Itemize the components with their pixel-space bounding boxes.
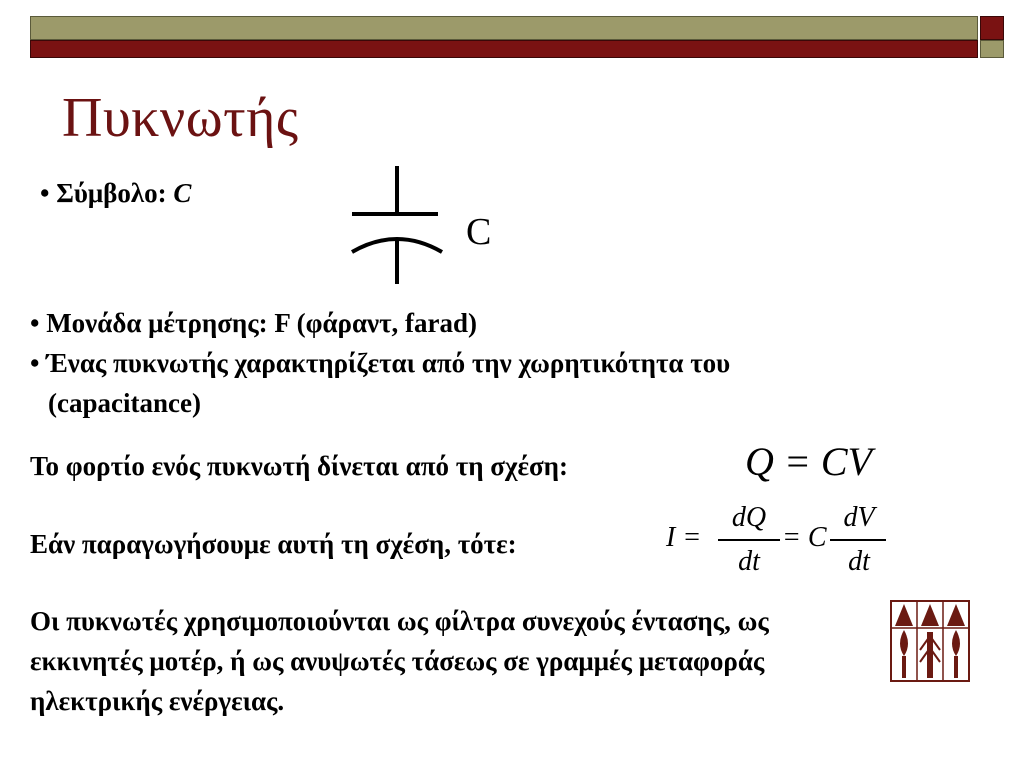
fraction1-bar xyxy=(718,539,780,541)
bullet: • xyxy=(40,178,50,208)
capacitor-label: C xyxy=(466,211,492,253)
formula-lhs: I = xyxy=(666,522,702,553)
fraction2-bar xyxy=(830,539,886,541)
header-square-olive xyxy=(980,40,1004,58)
header-bar-maroon xyxy=(30,40,978,58)
fraction2-denominator: dt xyxy=(848,546,870,577)
symbol-line xyxy=(40,176,191,211)
fraction1-numerator: dQ xyxy=(731,502,767,533)
header-square-maroon xyxy=(980,16,1004,40)
formula-mid: = C xyxy=(782,522,827,553)
header-bar-olive xyxy=(30,16,978,40)
fraction2-numerator: dV xyxy=(843,502,875,533)
fraction1-denominator: dt xyxy=(738,546,760,577)
derivative-text: Εάν παραγωγήσουμε αυτή τη σχέση, τότε: xyxy=(30,529,517,559)
unit-line: • Μονάδα μέτρησης: F (φάραντ, farad) xyxy=(30,308,478,338)
university-logo-icon xyxy=(890,600,970,682)
capacitance-line-2: (capacitance) xyxy=(48,388,201,418)
charge-text: Το φορτίο ενός πυκνωτή δίνεται από τη σχέση: xyxy=(30,451,568,481)
symbol-value: C xyxy=(173,178,192,208)
derivative-formula xyxy=(660,500,890,580)
symbol-label: Σύμβολο: xyxy=(56,178,167,208)
uses-line-1: Οι πυκνωτές χρησιμοποιούνται ως φίλτρα συνεχούς έντασης, ως xyxy=(30,606,769,636)
capacitance-line-1: • Ένας πυκνωτής χαρακτηρίζεται από την χωρητικότητα του xyxy=(30,348,731,378)
uses-line-2: εκκινητές μοτέρ, ή ως ανυψωτές τάσεως σε γραμμές μεταφοράς xyxy=(30,646,765,676)
charge-formula: Q = CV xyxy=(745,439,872,484)
capacitor-symbol-icon xyxy=(340,160,460,290)
slide-title: Πυκνωτής xyxy=(62,87,299,149)
uses-line-3: ηλεκτρικής ενέργειας. xyxy=(30,686,285,716)
